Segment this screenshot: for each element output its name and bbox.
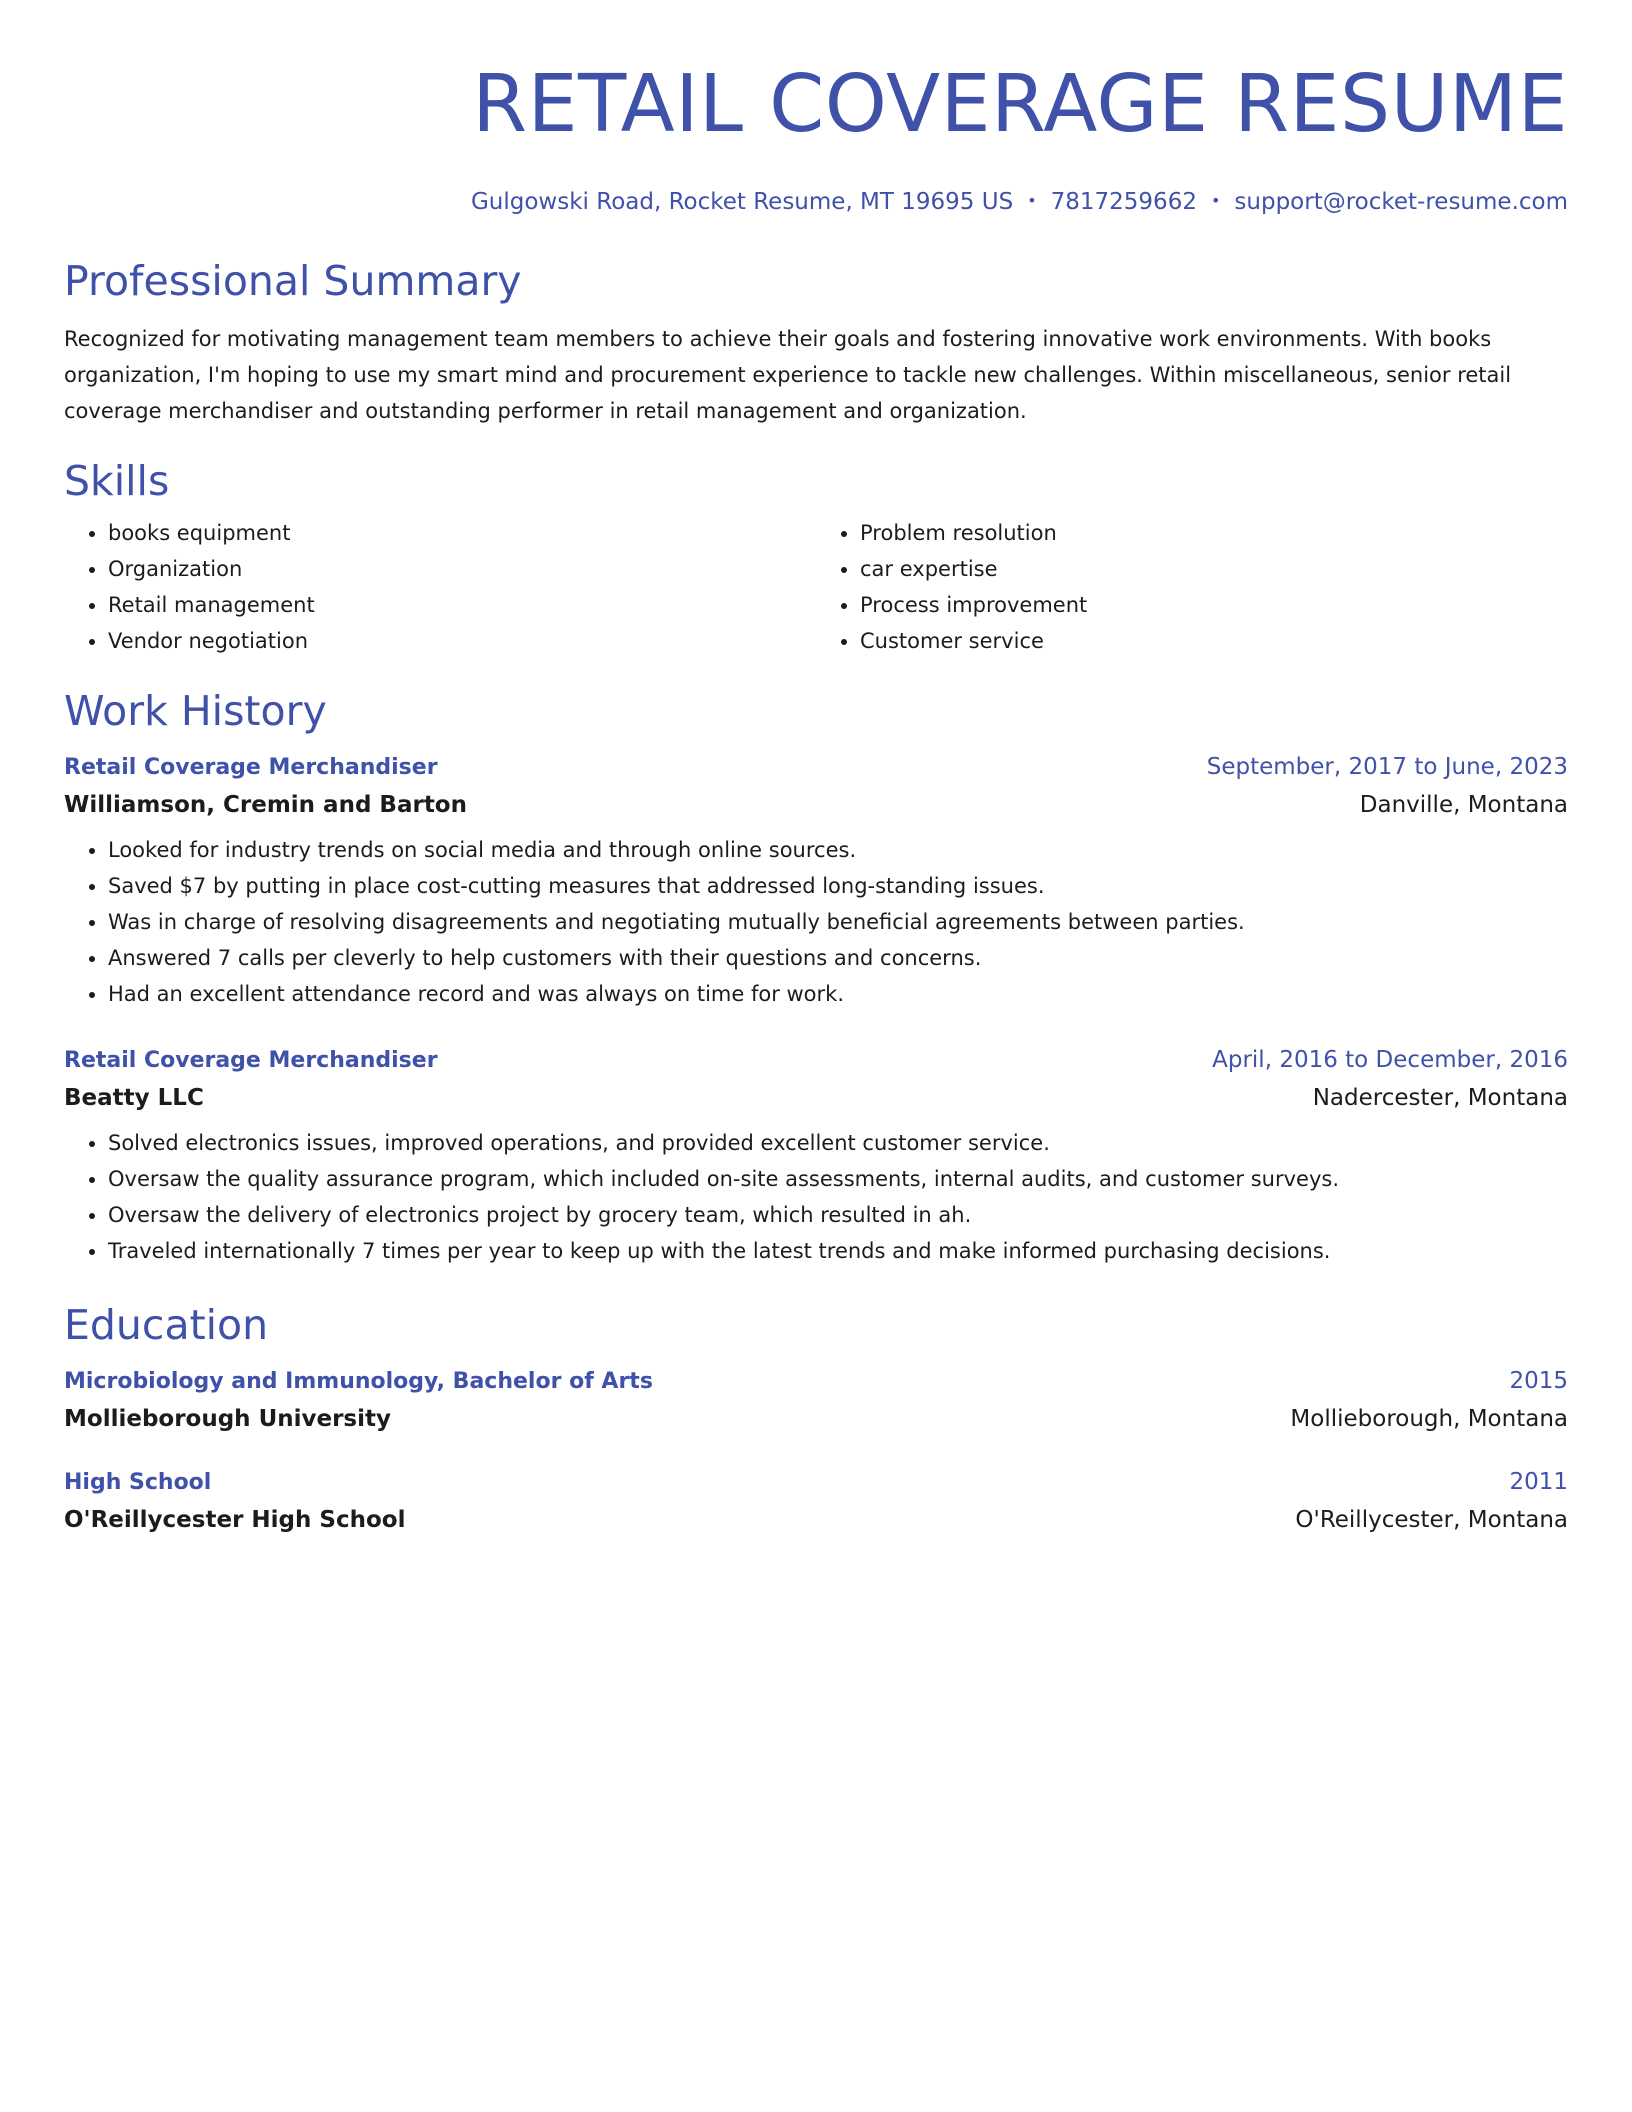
education-degree-row [64, 1363, 1568, 1400]
contact-line [64, 186, 1568, 217]
job-location: Danville, Montana [1359, 792, 1568, 818]
skill-item: • Process improvement [860, 587, 1568, 623]
job-bullet: • Traveled internationally 7 times per year to keep up with the latest trends and make informed purchasing decisions. [108, 1233, 1568, 1269]
job-company-row [64, 786, 1568, 824]
job-bullets [64, 1125, 1568, 1269]
job-bullet: • Looked for industry trends on social media and through online sources. [108, 832, 1568, 868]
education-degree: High School [64, 1470, 212, 1495]
contact-address: Gulgowski Road, Rocket Resume, MT 19695 US [470, 189, 1014, 215]
skill-item: • car expertise [860, 551, 1568, 587]
job-role: Retail Coverage Merchandiser [64, 1048, 438, 1073]
education-location: O'Reillycester, Montana [1295, 1507, 1568, 1533]
education-school: Mollieborough University [64, 1406, 391, 1432]
job-entry [64, 749, 1568, 1012]
job-dates: April, 2016 to December, 2016 [1212, 1047, 1568, 1073]
contact-separator: • [1210, 191, 1221, 210]
education-year: 2011 [1509, 1469, 1568, 1495]
job-bullet: • Oversaw the quality assurance program, which included on-site assessments, internal audits, and customer surveys. [108, 1161, 1568, 1197]
education-degree: Microbiology and Immunology, Bachelor of Arts [64, 1369, 653, 1394]
skills-column-left [64, 515, 816, 659]
resume-header [64, 0, 1568, 217]
summary-text: Recognized for motivating management team members to achieve their goals and fostering innovative work environments. With books organization, I'm hoping to use my smart mind and procurement experience to tackle new challenges. Within miscellaneous, senior retail coverage merchandiser and outstanding performer in retail management and organization. [64, 327, 1512, 423]
skill-item: • books equipment [108, 515, 816, 551]
job-company: Beatty LLC [64, 1085, 204, 1111]
skills-column-right [816, 515, 1568, 659]
job-title-row [64, 749, 1568, 786]
job-bullet: • Saved $7 by putting in place cost-cutting measures that addressed long-standing issues. [108, 868, 1568, 904]
contact-separator: • [1027, 191, 1037, 210]
skill-item: • Customer service [860, 623, 1568, 659]
education-location: Mollieborough, Montana [1290, 1406, 1568, 1432]
job-location: Nadercester, Montana [1312, 1085, 1568, 1111]
work-history-heading: Work History [64, 687, 327, 735]
skill-item: • Organization [108, 551, 816, 587]
education-school: O'Reillycester High School [64, 1507, 406, 1533]
skill-item: • Retail management [108, 587, 816, 623]
job-bullets [64, 832, 1568, 1012]
skills-heading: Skills [64, 457, 170, 505]
job-company: Williamson, Cremin and Barton [64, 792, 467, 818]
job-title-row [64, 1042, 1568, 1079]
education-entry [64, 1363, 1568, 1438]
education-year: 2015 [1509, 1368, 1568, 1394]
education-degree-row [64, 1464, 1568, 1501]
education-entry [64, 1464, 1568, 1539]
job-bullet: • Had an excellent attendance record and was always on time for work. [108, 976, 1568, 1012]
education-school-row [64, 1501, 1568, 1539]
job-company-row [64, 1079, 1568, 1117]
resume-name: RETAIL COVERAGE RESUME [472, 58, 1568, 150]
job-bullet: • Answered 7 calls per cleverly to help customers with their questions and concerns. [108, 940, 1568, 976]
skill-item: • Vendor negotiation [108, 623, 816, 659]
education-heading: Education [64, 1301, 269, 1349]
job-bullet: • Was in charge of resolving disagreements and negotiating mutually beneficial agreements between parties. [108, 904, 1568, 940]
contact-email: support@rocket-resume.com [1234, 189, 1568, 215]
skill-item: • Problem resolution [860, 515, 1568, 551]
skills-list [64, 515, 1568, 659]
job-entry [64, 1042, 1568, 1269]
education-school-row [64, 1400, 1568, 1438]
job-bullet: • Oversaw the delivery of electronics project by grocery team, which resulted in ah. [108, 1197, 1568, 1233]
contact-phone: 7817259662 [1050, 189, 1197, 215]
job-role: Retail Coverage Merchandiser [64, 755, 438, 780]
job-bullet: • Solved electronics issues, improved operations, and provided excellent customer service. [108, 1125, 1568, 1161]
job-dates: September, 2017 to June, 2023 [1206, 754, 1568, 780]
summary-heading: Professional Summary [64, 257, 522, 305]
